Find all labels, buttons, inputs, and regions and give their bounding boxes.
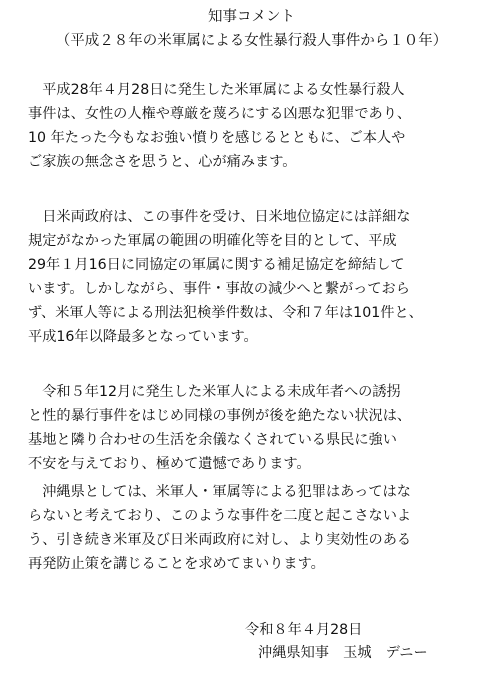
paragraph-line: 不安を与えており、極めて遺憾であります。 [28, 456, 311, 472]
paragraph-line: 10 年たった今もなお強い憤りを感じるとともに、ご本人や [28, 130, 406, 146]
document-title: 知事コメント [208, 9, 295, 25]
paragraph-line: います。しかしながら、事件・事故の減少へと繋がっておら [28, 281, 410, 297]
document-date [245, 618, 490, 642]
paragraph-1 [28, 78, 488, 174]
paragraph-line: ご家族の無念さを思うと、心が痛みます。 [28, 154, 297, 170]
paragraph-line: 基地と隣り合わせの生活を余儀なくされている県民に強い [28, 432, 397, 448]
paragraph-3 [28, 380, 488, 476]
paragraph-line: 再発防止策を講じることを求めてまいります。 [28, 556, 325, 572]
paragraph-4 [28, 480, 488, 576]
paragraph-line: 沖縄県としては、米軍人・軍属等による犯罪はあってはな [28, 484, 411, 500]
paragraph-line: と性的暴行事件をはじめ同様の事例が後を絶たない状況は、 [28, 408, 412, 424]
paragraph-line: う、引き続き米軍及び日米両政府に対し、より実効性のある [28, 532, 412, 548]
paragraph-line: 事件は、女性の人権や尊厳を蔑ろにする凶悪な犯罪であり、 [28, 106, 412, 122]
signer-text: 沖縄県知事 玉城 デニー [258, 645, 428, 661]
paragraph-line: らないと考えており、このような事件を二度と起こさないよ [28, 508, 412, 524]
paragraph-line: 令和５年12月に発生した米軍人による未成年者への誘拐 [28, 384, 401, 400]
document-subtitle: （平成２８年の米軍属による女性暴行殺人事件から１０年） [55, 33, 448, 49]
paragraph-line: 平成28年４月28日に発生した米軍属による女性暴行殺人 [28, 82, 405, 98]
paragraph-2 [28, 205, 488, 349]
paragraph-line: 平成16年以降最多となっています。 [28, 329, 258, 345]
paragraph-line: 日米両政府は、この事件を受け、日米地位協定には詳細な [28, 209, 411, 225]
paragraph-line: ず、米軍人等による刑法犯検挙件数は、令和７年は101件と、 [28, 305, 423, 321]
paragraph-line: 29年１月16日に同協定の軍属に関する補足協定を締結して [28, 257, 405, 273]
document-signer [258, 641, 503, 665]
paragraph-line: 規定がなかった軍属の範囲の明確化等を目的として、平成 [28, 233, 397, 249]
date-text: 令和８年４月28日 [245, 622, 363, 638]
